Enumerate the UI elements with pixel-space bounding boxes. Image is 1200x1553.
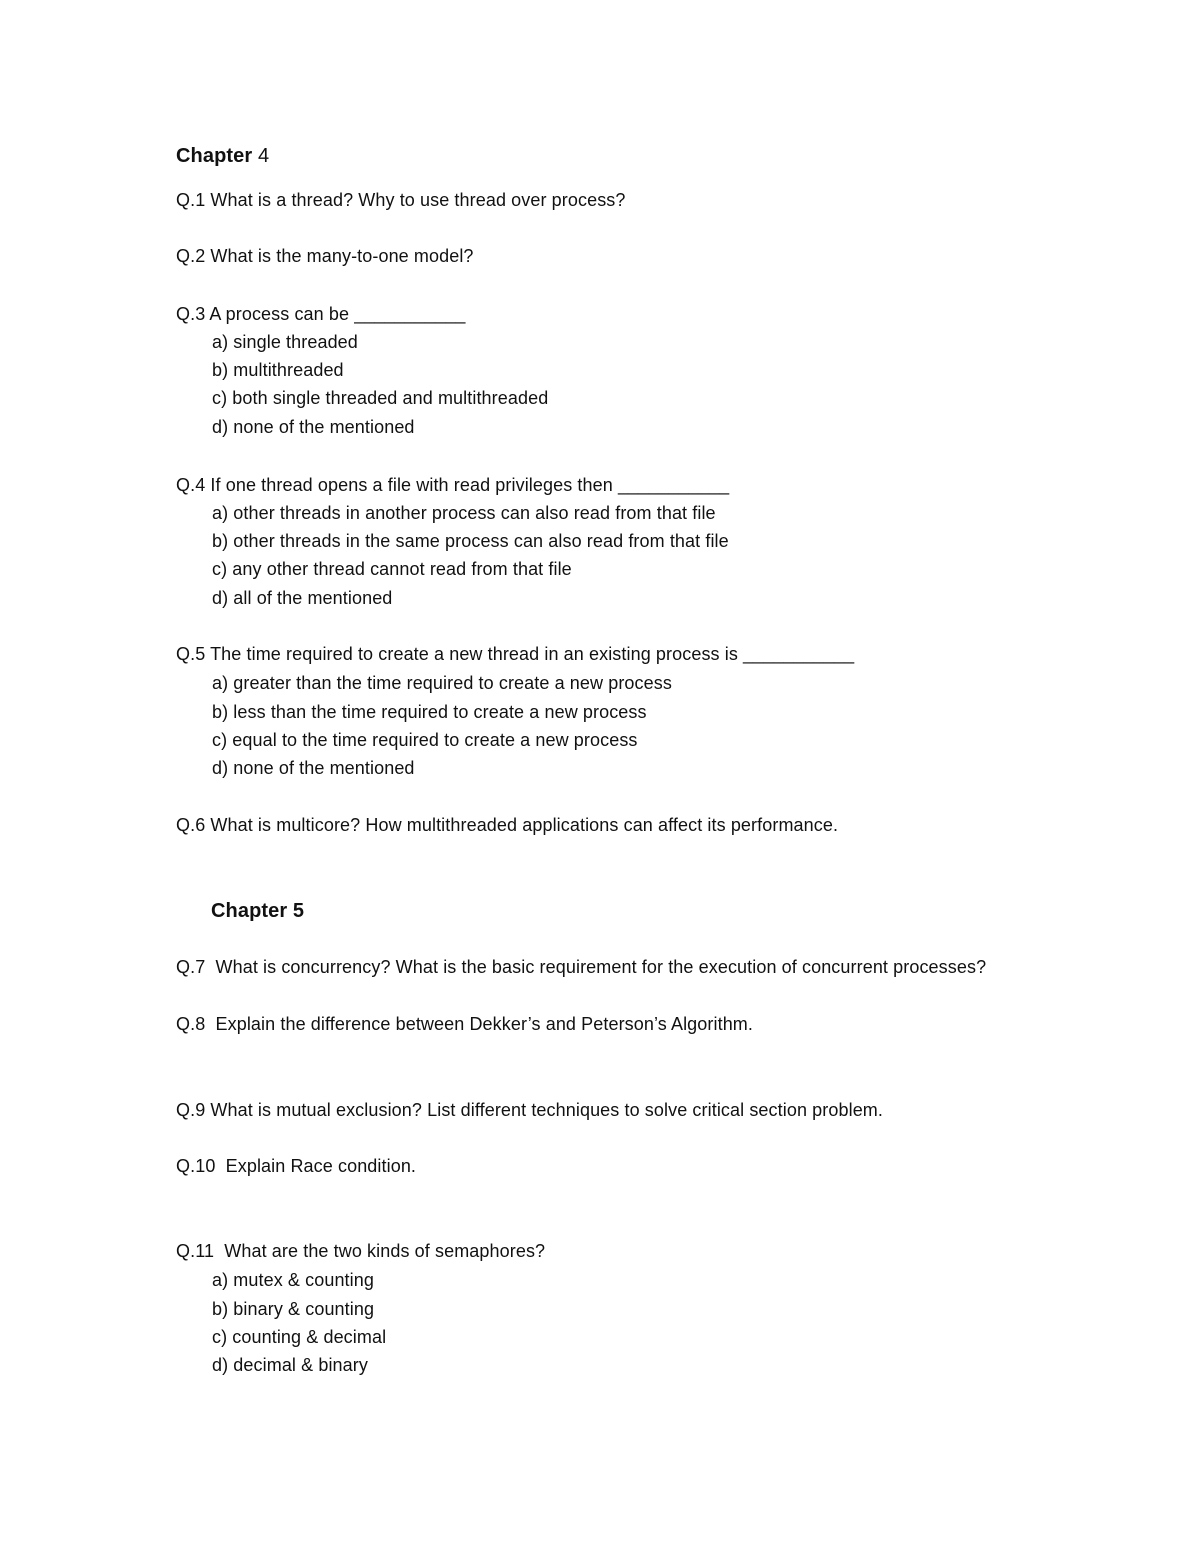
question-4-option-c: c) any other thread cannot read from that file (212, 559, 572, 579)
question-4-option-d: d) all of the mentioned (212, 588, 393, 608)
chapter-4-heading-number: 4 (257, 145, 270, 167)
chapter-5-heading: Chapter 5 (211, 900, 305, 922)
question-1: Q.1 What is a thread? Why to use thread over process? (176, 190, 626, 210)
question-6: Q.6 What is multicore? How multithreaded applications can affect its performance. (176, 815, 839, 835)
question-2: Q.2 What is the many-to-one model? (176, 246, 474, 266)
question-11-option-d: d) decimal & binary (212, 1355, 368, 1375)
question-4-option-a: a) other threads in another process can also read from that file (212, 503, 716, 523)
question-3-option-c: c) both single threaded and multithreaded (212, 388, 549, 408)
question-3-option-b: b) multithreaded (212, 360, 344, 380)
chapter-4-heading-word: Chapter (176, 145, 253, 167)
question-9: Q.9 What is mutual exclusion? List different techniques to solve critical section problem. (176, 1100, 884, 1120)
question-5-option-c: c) equal to the time required to create a new process (212, 730, 638, 750)
question-7: Q.7 What is concurrency? What is the basic requirement for the execution of concurrent processes? (176, 957, 987, 977)
question-3-option-d: d) none of the mentioned (212, 417, 415, 437)
question-4-option-b: b) other threads in the same process can also read from that file (212, 531, 729, 551)
question-10: Q.10 Explain Race condition. (176, 1156, 417, 1176)
question-3-option-a: a) single threaded (212, 332, 358, 352)
question-11: Q.11 What are the two kinds of semaphores? (176, 1241, 546, 1261)
question-4: Q.4 If one thread opens a file with read privileges then ___________ (176, 475, 730, 495)
question-11-option-a: a) mutex & counting (212, 1270, 374, 1290)
question-5-option-a: a) greater than the time required to create a new process (212, 673, 672, 693)
question-8: Q.8 Explain the difference between Dekker’s and Peterson’s Algorithm. (176, 1014, 753, 1034)
question-5: Q.5 The time required to create a new thread in an existing process is ___________ (176, 644, 855, 664)
question-5-option-b: b) less than the time required to create a new process (212, 702, 647, 722)
question-11-option-c: c) counting & decimal (212, 1327, 387, 1347)
chapter-4-heading (176, 144, 269, 168)
question-5-option-d: d) none of the mentioned (212, 758, 415, 778)
question-11-option-b: b) binary & counting (212, 1299, 375, 1319)
question-3: Q.3 A process can be ___________ (176, 304, 466, 324)
